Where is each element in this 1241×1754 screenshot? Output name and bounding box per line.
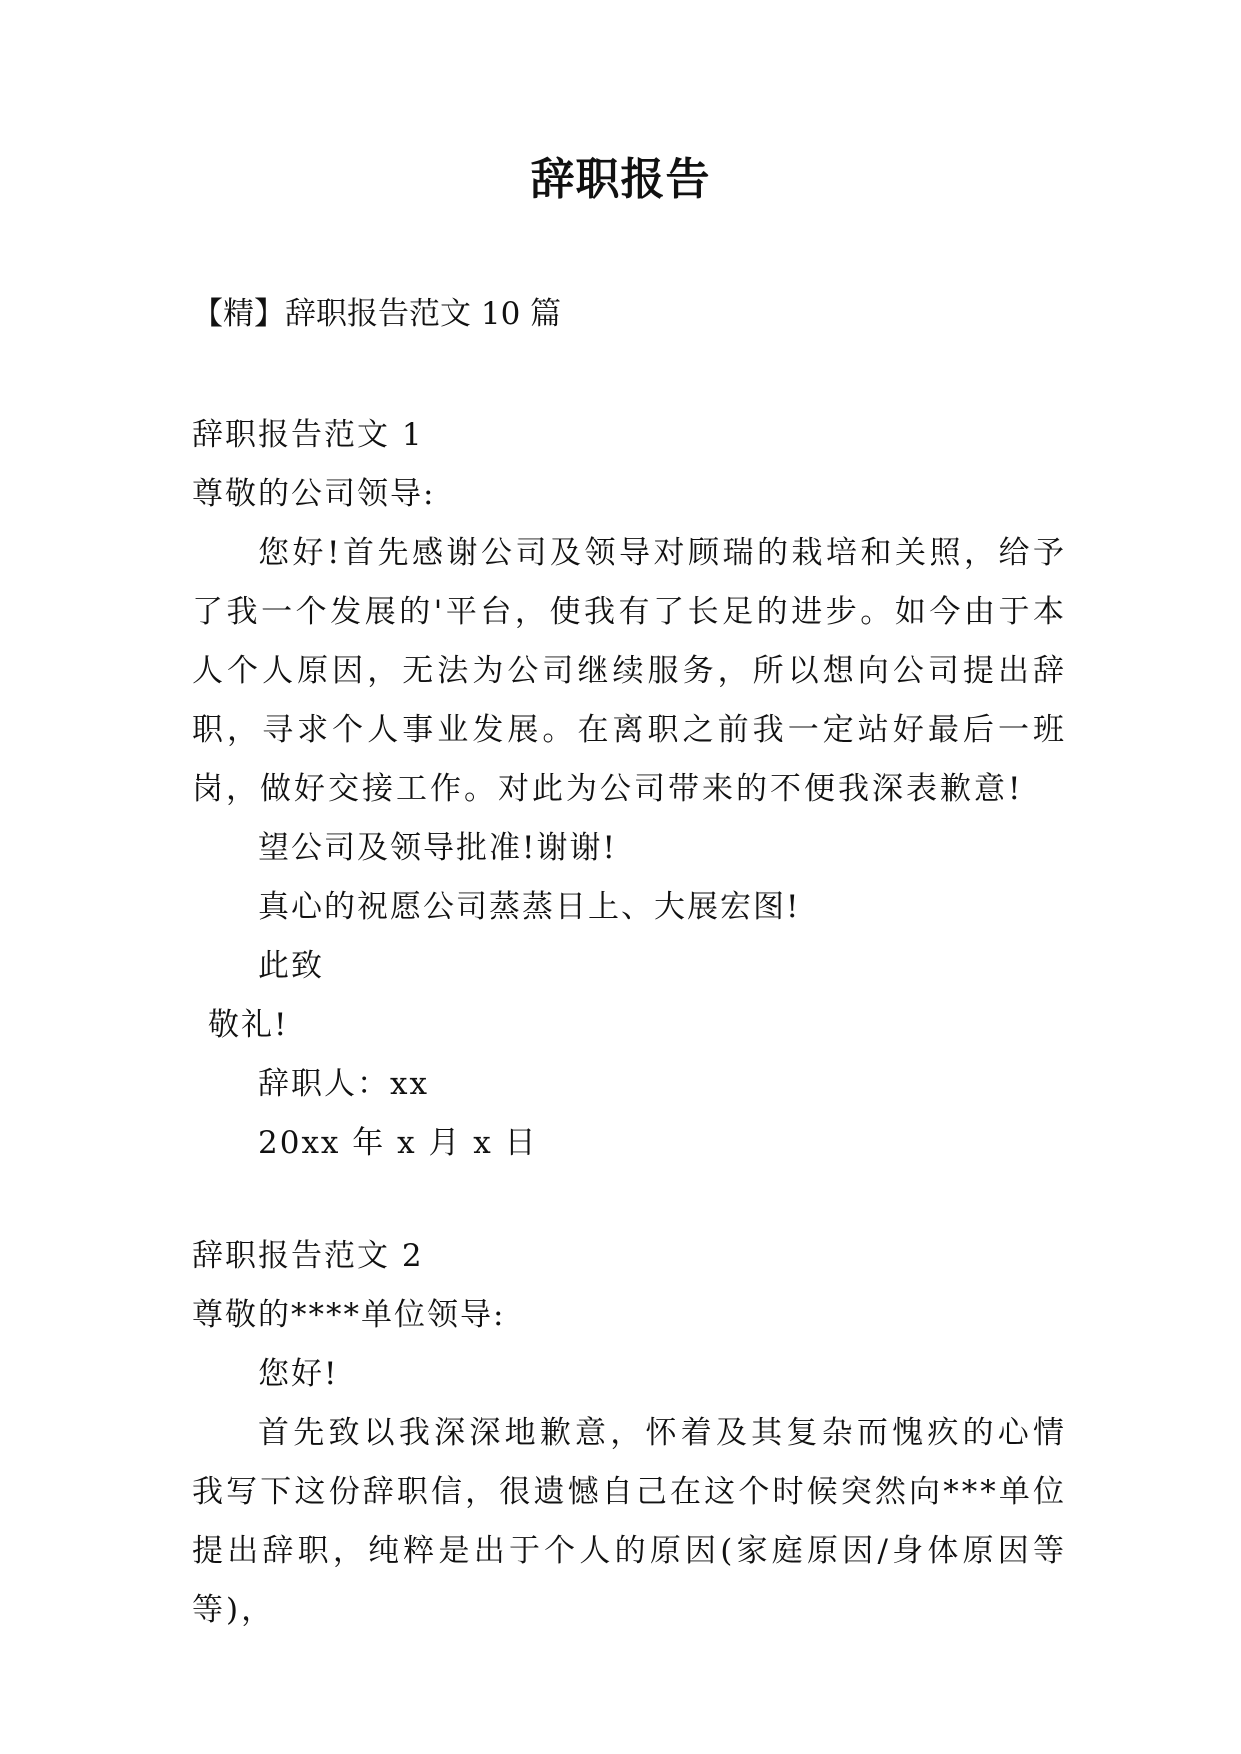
letter-date: 20xx 年 x 月 x 日 xyxy=(258,1125,538,1161)
sample-section-1 xyxy=(192,406,1067,1173)
letter-line-request: 望公司及领导批准!谢谢! xyxy=(258,830,617,866)
letter-line-closing: 此致 xyxy=(258,948,324,984)
letter-hello: 您好! xyxy=(258,1356,339,1392)
sample-section-2 xyxy=(192,1227,1067,1640)
letter-greeting: 尊敬的公司领导: xyxy=(192,476,436,512)
letter-salutation: 敬礼! xyxy=(208,1007,289,1043)
document-title: 辞职报告 xyxy=(530,154,711,205)
letter-signature: 辞职人：xx xyxy=(258,1066,429,1102)
letter-line-wishes: 真心的祝愿公司蒸蒸日上、大展宏图! xyxy=(258,889,801,925)
letter-greeting: 尊敬的****单位领导: xyxy=(192,1297,506,1333)
section-heading: 辞职报告范文 2 xyxy=(192,1238,424,1274)
section-heading: 辞职报告范文 1 xyxy=(192,417,424,453)
letter-body-paragraph: 您好!首先感谢公司及领导对顾瑞的栽培和关照，给予了我一个发展的'平台，使我有了长足的进步。如今由于本人个人原因，无法为公司继续服务，所以想向公司提出辞职，寻求个人事业发展。在离职之前我一定站好最后一班岗，做好交接工作。对此为公司带来的不便我深表歉意! xyxy=(192,535,1067,807)
document-subtitle: 【精】辞职报告范文 10 篇 xyxy=(192,296,562,332)
letter-body-paragraph: 首先致以我深深地歉意，怀着及其复杂而愧疚的心情我写下这份辞职信，很遗憾自己在这个时候突然向***单位提出辞职，纯粹是出于个人的原因(家庭原因/身体原因等等)， xyxy=(192,1415,1067,1628)
